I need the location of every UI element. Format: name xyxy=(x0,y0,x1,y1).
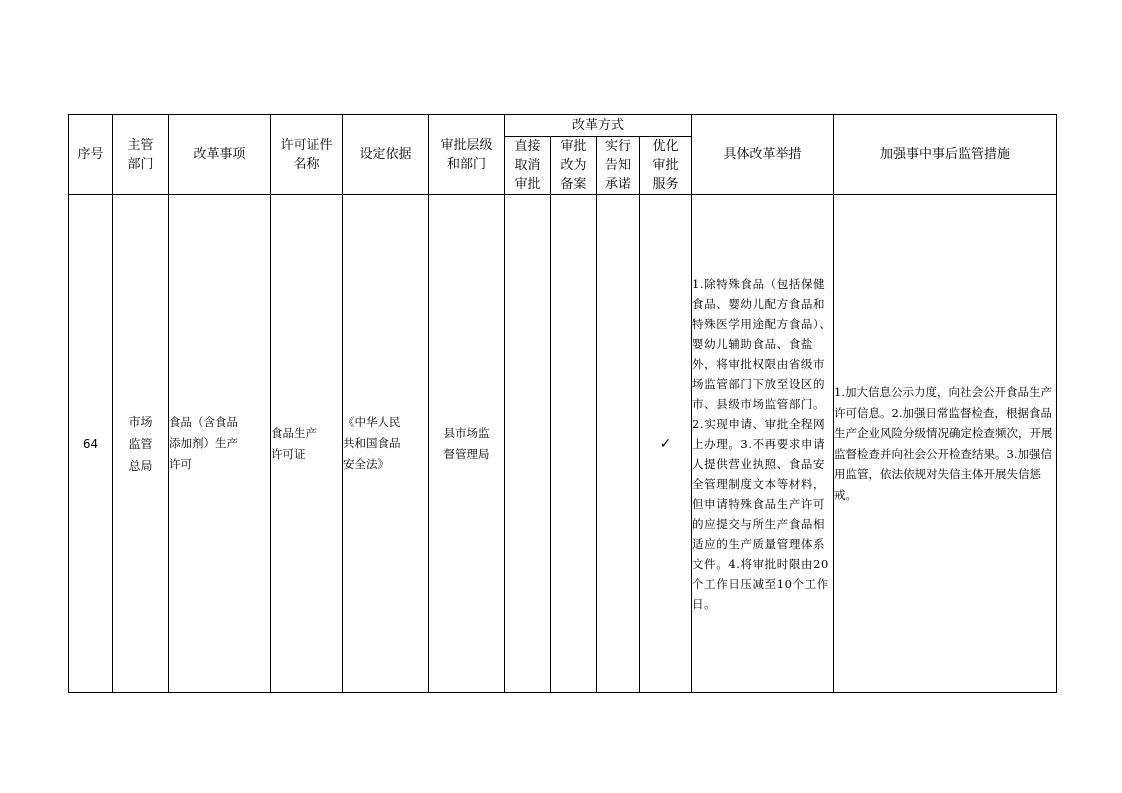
header-item: 改革事项 xyxy=(169,115,271,195)
header-method-commitment: 实行 告知 承诺 xyxy=(597,137,640,195)
cell-method-filing xyxy=(551,195,597,693)
header-method-group: 改革方式 xyxy=(505,115,692,137)
table-row xyxy=(69,195,1057,693)
checkmark-icon: ✓ xyxy=(659,435,672,452)
cell-index: 64 xyxy=(69,195,113,693)
cell-basis: 《中华人民 共和国食品 安全法》 xyxy=(343,195,429,693)
header-method-cancel: 直接 取消 审批 xyxy=(505,137,551,195)
header-dept: 主管 部门 xyxy=(113,115,169,195)
header-method-filing: 审批 改为 备案 xyxy=(551,137,597,195)
cell-level: 县市场监 督管理局 xyxy=(429,195,505,693)
cell-measures: 1.除特殊食品（包括保健食品、婴幼儿配方食品和特殊医学用途配方食品）、婴幼儿辅助食品、食盐外，将审批权限由省级市场监管部门下放至设区的市、县级市场监管部门。2.实现申请、审批全程网上办理。3.不再要求申请人提供营业执照、食品安全管理制度文本等材料，但申请特殊食品生产许可的应提交与所生产食品相适应的生产质量管理体系文件。4.将审批时限由20个工作日压减至10个工作日。 xyxy=(692,195,834,693)
header-license: 许可证件 名称 xyxy=(271,115,343,195)
cell-dept: 市场 监管 总局 xyxy=(113,195,169,693)
cell-method-commitment xyxy=(597,195,640,693)
header-method-optimize: 优化 审批 服务 xyxy=(640,137,692,195)
header-index: 序号 xyxy=(69,115,113,195)
cell-license: 食品生产 许可证 xyxy=(271,195,343,693)
header-measures: 具体改革举措 xyxy=(692,115,834,195)
cell-method-cancel xyxy=(505,195,551,693)
reform-table xyxy=(68,114,1057,693)
header-supervision: 加强事中事后监管措施 xyxy=(834,115,1057,195)
cell-method-optimize xyxy=(640,195,692,693)
header-level: 审批层级 和部门 xyxy=(429,115,505,195)
cell-supervision: 1.加大信息公示力度，向社会公开食品生产许可信息。2.加强日常监督检查，根据食品生产企业风险分级情况确定检查频次，开展监督检查并向社会公开检查结果。3.加强信用监管，依法依规对失信主体开展失信惩戒。 xyxy=(834,195,1057,693)
header-basis: 设定依据 xyxy=(343,115,429,195)
cell-item: 食品（含食品 添加剂）生产 许可 xyxy=(169,195,271,693)
